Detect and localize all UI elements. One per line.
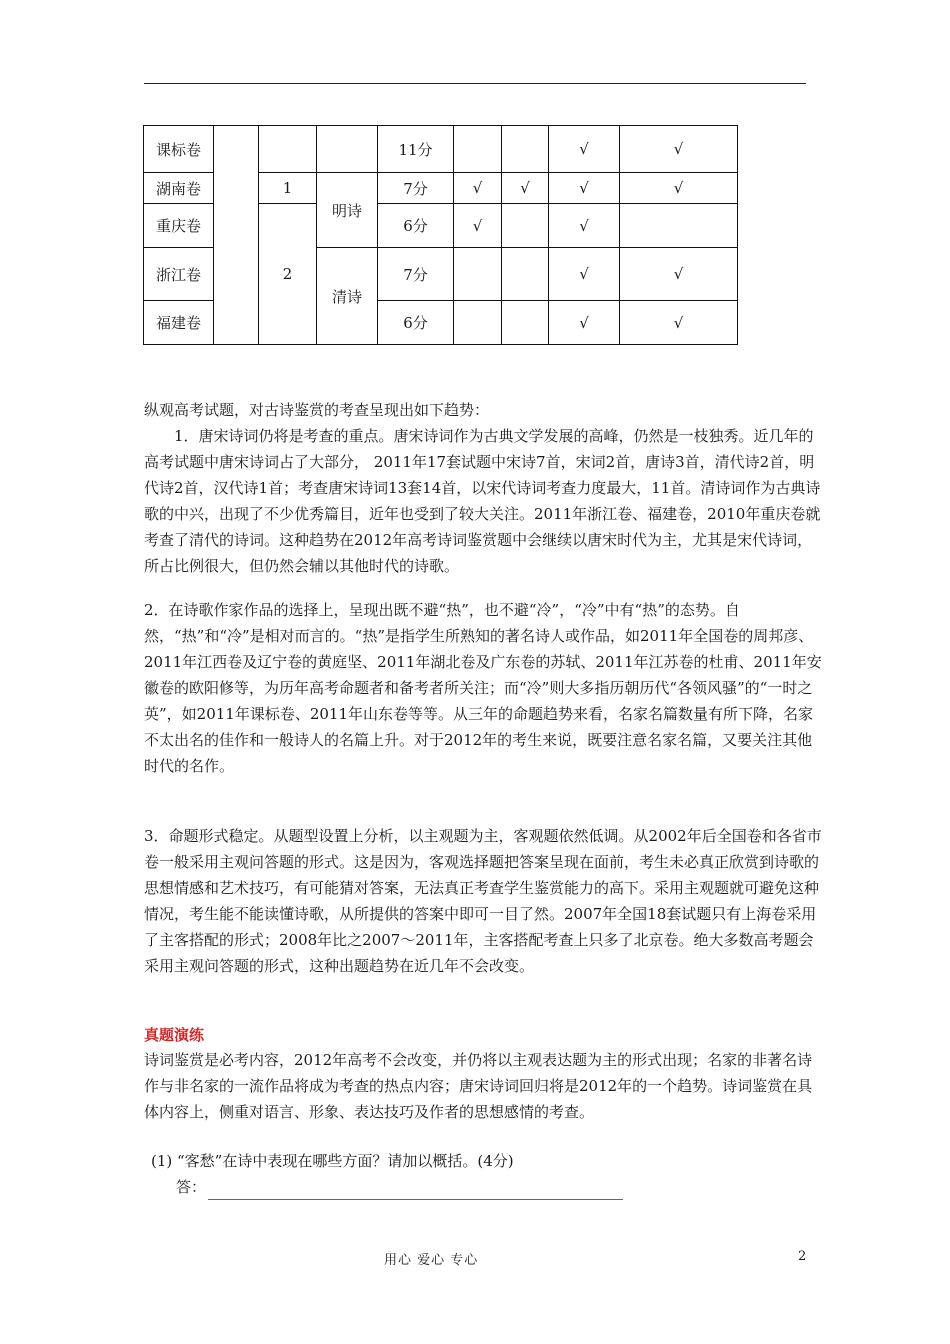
blank-cell: [214, 126, 259, 345]
answer-blank[interactable]: [208, 1181, 623, 1200]
page-number: 2: [798, 1249, 807, 1264]
mark-cell: √: [549, 248, 620, 301]
group-cell: [259, 126, 317, 173]
mark-cell: [454, 126, 502, 173]
group-cell: 1: [259, 173, 317, 204]
mark-cell: √: [549, 204, 620, 248]
question-1: (1) “客愁”在诗中表现在哪些方面？请加以概括。(4分): [151, 1152, 514, 1170]
mark-cell: [454, 301, 502, 345]
point-2-paragraph: 2．在诗歌作家作品的选择上，呈现出既不避“热”，也不避“冷”，“冷”中有“热”的态势。自然，“热”和“冷”是相对而言的。“热”是指学生所熟知的著名诗人或作品，如2011年全国卷的周邦彦、2011年江西卷及辽宁卷的黄庭坚、2011年湖北卷及广东卷的苏轼、2011年江苏卷的杜甫、2011年安徽卷的欧阳修等，为历年高考命题者和备考者所关注；而“冷”则大多指历朝历代“各领风骚”的“一时之英”，如2011年课标卷、2011年山东卷等等。从三年的命题趋势来看，名家名篇数量有所下降，名家不太出名的佳作和一般诗人的名篇上升。对于2012年的考生来说，既要注意名家名篇，又要关注其他时代的名作。: [144, 601, 822, 775]
mark-cell: √: [620, 126, 738, 173]
score-cell: 11分: [378, 126, 454, 173]
mark-cell: √: [454, 204, 502, 248]
trend-section: [144, 397, 824, 579]
mark-cell: [620, 204, 738, 248]
table-row: [144, 126, 738, 173]
mark-cell: √: [620, 173, 738, 204]
paper-cell: 重庆卷: [144, 204, 214, 248]
paper-cell: 课标卷: [144, 126, 214, 173]
answer-line: [176, 1174, 623, 1200]
paper-cell: 浙江卷: [144, 248, 214, 301]
mark-cell: [502, 126, 549, 173]
mark-cell: [454, 248, 502, 301]
point-1-paragraph: 1．唐宋诗词仍将是考查的重点。唐宋诗词作为古典文学发展的高峰，仍然是一枝独秀。近几年的高考试题中唐宋诗词占了大部分， 2011年17套试题中宋诗7首，宋词2首，唐诗3首，清代诗2首，明代诗2首，汉代诗1首；考查唐宋诗词13套14首，以宋代诗词考查力度最大，11首。清诗词作为古典诗歌的中兴，出现了不少优秀篇目，近年也受到了较大关注。2011年浙江卷、福建卷，2010年重庆卷就考查了清代的诗词。这种趋势在2012年高考诗词鉴赏题中会继续以唐宋时代为主，尤其是宋代诗词，所占比例很大，但仍然会辅以其他时代的诗歌。: [144, 427, 821, 575]
footer-slogan: 用心 爱心 专心: [384, 1253, 479, 1268]
era-cell: [317, 126, 378, 173]
mark-cell: √: [620, 301, 738, 345]
paper-cell: 湖南卷: [144, 173, 214, 204]
mark-cell: √: [502, 173, 549, 204]
paper-cell: 福建卷: [144, 301, 214, 345]
header-rule: [144, 83, 806, 84]
mark-cell: √: [620, 248, 738, 301]
intro-paragraph: 纵观高考试题，对古诗鉴赏的考查呈现出如下趋势：: [144, 401, 490, 419]
score-cell: 6分: [378, 204, 454, 248]
era-cell: 清诗: [317, 248, 378, 345]
era-cell: 明诗: [317, 173, 378, 248]
point-3-paragraph: 3．命题形式稳定。从题型设置上分析，以主观题为主，客观题依然低调。从2002年后全国卷和各省市卷一般采用主观问答题的形式。这是因为，客观选择题把答案呈现在面前，考生未必真正欣赏到诗歌的思想情感和艺术技巧，有可能猜对答案，无法真正考查学生鉴赏能力的高下。采用主观题就可避免这种情况，考生能不能读懂诗歌，从所提供的答案中即可一目了然。2007年全国18套试题只有上海卷采用了主客搭配的形式；2008年比之2007～2011年，主客搭配考查上只多了北京卷。绝大多数高考题会采用主观问答题的形式，这种出题趋势在近几年不会改变。: [144, 827, 822, 975]
mark-cell: [502, 301, 549, 345]
mark-cell: [502, 204, 549, 248]
mark-cell: √: [454, 173, 502, 204]
mark-cell: [502, 248, 549, 301]
score-cell: 7分: [378, 173, 454, 204]
mark-cell: √: [549, 173, 620, 204]
mark-cell: √: [549, 301, 620, 345]
answer-label: 答：: [176, 1178, 207, 1196]
section-title: 真题演练: [144, 1026, 205, 1044]
scores-table: [143, 125, 738, 345]
score-cell: 7分: [378, 248, 454, 301]
practice-intro-paragraph: 诗词鉴赏是必考内容，2012年高考不会改变，并仍将以主观表达题为主的形式出现；名家的非著名诗作与非名家的一流作品将成为考查的热点内容；唐宋诗词回归将是2012年的一个趋势。诗词鉴赏在具体内容上，侧重对语言、形象、表达技巧及作者的思想感情的考查。: [144, 1051, 813, 1121]
score-cell: 6分: [378, 301, 454, 345]
mark-cell: √: [549, 126, 620, 173]
group-cell: 2: [259, 204, 317, 345]
